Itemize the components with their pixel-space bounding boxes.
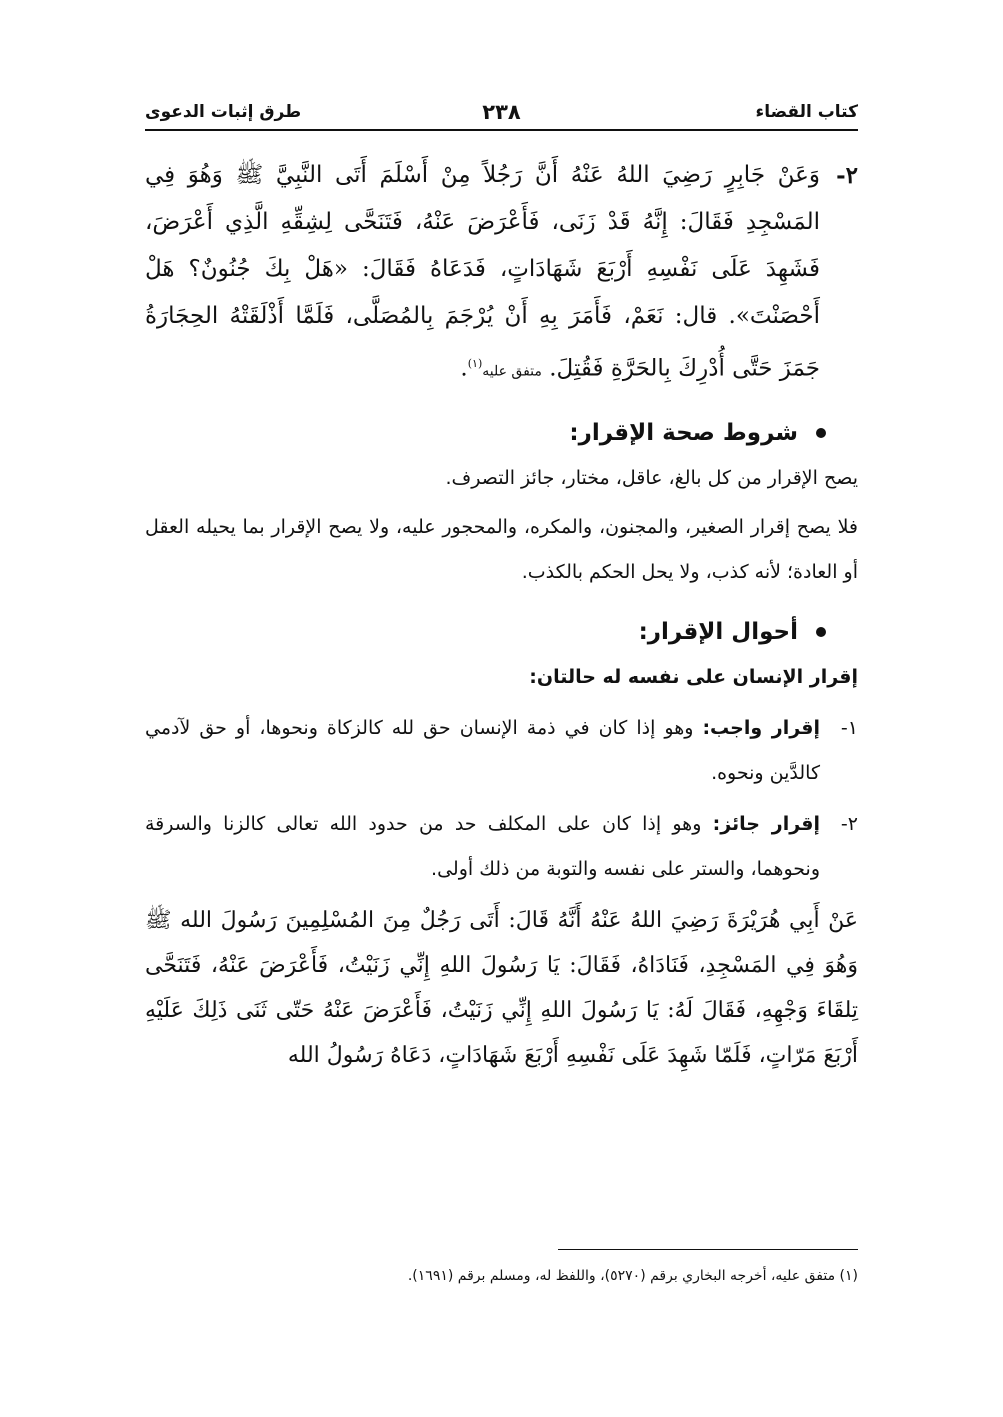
- footnote-divider: [558, 1249, 858, 1250]
- conditions-paragraph-1: يصح الإقرار من كل بالغ، عاقل، مختار، جائز التصرف.: [445, 466, 858, 489]
- section-heading-conditions: [145, 420, 858, 446]
- item-text: وهو إذا كان في ذمة الإنسان حق لله كالزكاة ونحوها، أو حق لآدمي كالدَّين ونحوه.: [145, 716, 820, 784]
- page-body: [145, 152, 858, 1078]
- header-section-title: طرق إثبات الدعوى: [145, 102, 302, 122]
- conditions-paragraph-2: فلا يصح إقرار الصغير، والمجنون، والمكره، والمحجور عليه، ولا يصح الإقرار بما يحيله العقل أو العادة؛ لأنه كذب، ولا يحل الحكم بالكذب.: [145, 515, 858, 583]
- header-chapter-title: كتاب القضاء: [755, 102, 858, 122]
- hadith-abu-hurayra: عَنْ أَبِي هُرَيْرَةَ رَضِيَ اللهُ عَنْهُ أَنَّهُ قَالَ: أَتَى رَجُلٌ مِنَ المُسْلِمِينَ رَسُولَ الله ﷺ وَهُوَ فِي المَسْجِدِ، فَنَادَاهُ، فَقَالَ: يَا رَسُولَ اللهِ إِنِّي زَنَيْتُ، فَأَعْرَضَ عَنْهُ، فَتَنَحَّى تِلقَاءَ وَجْهِهِ، فَقَالَ لَهُ: يَا رَسُولَ اللهِ إِنِّي زَنَيْتُ، فَأَعْرَضَ عَنْهُ حَتّى ثَنَى ذَلِكَ عَلَيْهِ أَرْبَعَ مَرّاتٍ، فَلَمّا شَهِدَ عَلَى نَفْسِهِ أَرْبَعَ شَهَادَاتٍ، دَعَاهُ رَسُولُ الله: [145, 907, 858, 1068]
- item-text: وهو إذا كان على المكلف حد من حدود الله تعالى كالزنا والسرقة ونحوهما، والستر على نفسه والتوبة من ذلك أولى.: [145, 812, 820, 880]
- hadith-text: وَعَنْ جَابِرٍ رَضِيَ اللهُ عَنْهُ أَنَّ رَجُلاً مِنْ أَسْلَمَ أَتَى النَّبِيَّ ﷺ وَهُوَ فِي المَسْجِدِ فَقَالَ: إِنَّهُ قَدْ زَنَى، فَأَعْرَضَ عَنْهُ، فَتَنَحَّى لِشِقِّهِ الَّذِي أَعْرَضَ، فَشَهِدَ عَلَى نَفْسِهِ أَرْبَعَ شَهَادَاتٍ، فَدَعَاهُ فَقَالَ: «هَلْ بِكَ جُنُونٌ؟ هَلْ أَحْصَنْتَ». قال: نَعَمْ، فَأَمَرَ بِهِ أَنْ يُرْجَمَ بِالمُصَلَّى، فَلَمَّا أَذْلَقَتْهُ الحِجَارَةُ جَمَزَ حَتَّى أُدْرِكَ بِالحَرَّةِ فَقُتِلَ.: [145, 162, 820, 382]
- item-number: ٢-: [840, 812, 858, 835]
- footnote-ref: (١): [467, 357, 483, 370]
- bullet-icon: [816, 428, 826, 438]
- footnote: (١) متفق عليه، أخرجه البخاري برقم (٥٢٧٠)، واللفظ له، ومسلم برقم (١٦٩١).: [407, 1268, 858, 1284]
- bullet-icon: [816, 627, 826, 637]
- item-number: ١-: [840, 716, 858, 739]
- states-subheading: إقرار الإنسان على نفسه له حالتان:: [529, 665, 858, 688]
- state-item-obligatory: [145, 706, 858, 796]
- hadith-number: ٢-: [836, 162, 858, 189]
- item-label: إقرار واجب:: [702, 716, 820, 739]
- book-page: [145, 0, 858, 1417]
- state-item-permissible: [145, 802, 858, 892]
- hadith-source: متفق عليه: [482, 363, 542, 380]
- section-heading-states: [145, 619, 858, 645]
- hadith-jabir: ٢- وَعَنْ جَابِرٍ رَضِيَ اللهُ عَنْهُ أَنَّ رَجُلاً مِنْ أَسْلَمَ أَتَى النَّبِيَّ ﷺ وَهُوَ فِي المَسْجِدِ فَقَالَ: إِنَّهُ قَدْ زَنَى، فَأَعْرَضَ عَنْهُ، فَتَنَحَّى لِشِقِّهِ الَّذِي أَعْرَضَ، فَشَهِدَ عَلَى نَفْسِهِ أَرْبَعَ شَهَادَاتٍ، فَدَعَاهُ فَقَالَ: «هَلْ بِكَ جُنُونٌ؟ هَلْ أَحْصَنْتَ». قال: نَعَمْ، فَأَمَرَ بِهِ أَنْ يُرْجَمَ بِالمُصَلَّى، فَلَمَّا أَذْلَقَتْهُ الحِجَارَةُ جَمَزَ حَتَّى أُدْرِكَ بِالحَرَّةِ فَقُتِلَ. متفق عليه$^{(١)}$.: [145, 152, 858, 396]
- section-heading-text: شروط صحة الإقرار:: [569, 419, 798, 446]
- section-heading-text: أحوال الإقرار:: [638, 618, 798, 645]
- page-header: [145, 95, 858, 131]
- item-label: إقرار جائز:: [712, 812, 821, 835]
- page-number: ٢٣٨: [482, 100, 521, 124]
